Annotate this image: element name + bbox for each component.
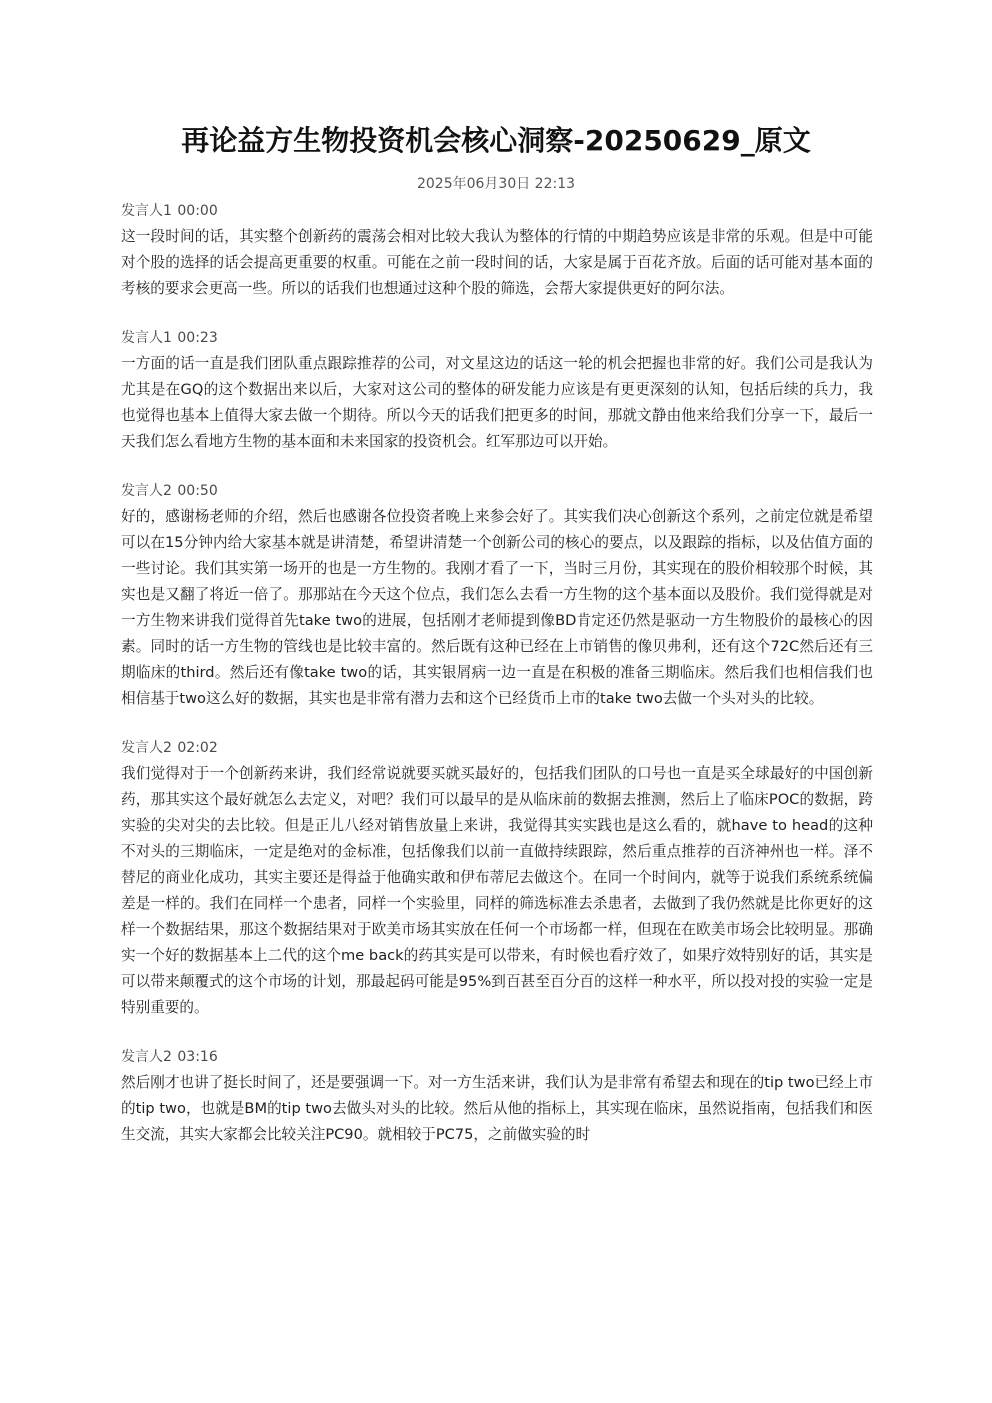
segment-text: 然后刚才也讲了挺长时间了，还是要强调一下。对一方生活来讲，我们认为是非常有希望去和现在的tip two已经上市的tip two，也就是BM的tip two去做头对头的比较。然后从他的指标上，其实现在临床，虽然说指南，包括我们和医生交流，其实大家都会比较关注PC90。就相较于PC75，之前做实验的时 (121, 1074, 873, 1143)
transcript-body (121, 198, 873, 1171)
speaker-name: 发言人1 (121, 203, 172, 219)
speaker-name: 发言人2 (121, 483, 172, 499)
speaker-timestamp: 02:02 (177, 740, 218, 756)
speaker-name: 发言人1 (121, 330, 172, 346)
speaker-timestamp: 03:16 (177, 1049, 218, 1065)
speaker-name: 发言人2 (121, 1049, 172, 1065)
transcript-segment (121, 735, 873, 1021)
document-title: 再论益方生物投资机会核心洞察-20250629_原文 (181, 124, 811, 157)
speaker-timestamp: 00:50 (177, 483, 218, 499)
transcript-segment (121, 198, 873, 302)
speaker-line (121, 478, 873, 504)
transcript-segment (121, 1044, 873, 1148)
segment-text: 这一段时间的话，其实整个创新药的震荡会相对比较大我认为整体的行情的中期趋势应该是非常的乐观。但是中可能对个股的选择的话会提高更重要的权重。可能在之前一段时间的话，大家是属于百花齐放。后面的话可能对基本面的考核的要求会更高一些。所以的话我们也想通过这种个股的筛选，会帮大家提供更好的阿尔法。 (121, 228, 873, 297)
segment-text: 好的，感谢杨老师的介绍，然后也感谢各位投资者晚上来参会好了。其实我们决心创新这个系列，之前定位就是希望可以在15分钟内给大家基本就是讲清楚，希望讲清楚一个创新公司的核心的要点，以及跟踪的指标，以及估值方面的一些讨论。我们其实第一场开的也是一方生物的。我刚才看了一下，当时三月份，其实现在的股价相较那个时候，其实也是又翻了将近一倍了。那那站在今天这个位点，我们怎么去看一方生物的这个基本面以及股价。我们觉得就是对一方生物来讲我们觉得首先take two的进展，包括刚才老师提到像BD肯定还仍然是驱动一方生物股价的最核心的因素。同时的话一方生物的管线也是比较丰富的。然后既有这种已经在上市销售的像贝弗利，还有这个72C然后还有三期临床的third。然后还有像take two的话，其实银屑病一边一直是在积极的准备三期临床。然后我们也相信我们也相信基于two这么好的数据，其实也是非常有潜力去和这个已经货币上市的take two去做一个头对头的比较。 (121, 508, 873, 707)
speaker-name: 发言人2 (121, 740, 172, 756)
segment-text: 我们觉得对于一个创新药来讲，我们经常说就要买就买最好的，包括我们团队的口号也一直是买全球最好的中国创新药，那其实这个最好就怎么去定义，对吧？我们可以最早的是从临床前的数据去推测，然后上了临床POC的数据，跨实验的尖对尖的去比较。但是正儿八经对销售放量上来讲，我觉得其实实践也是这么看的，就have to head的这种不对头的三期临床，一定是绝对的金标准，包括像我们以前一直做持续跟踪，然后重点推荐的百济神州也一样。泽不替尼的商业化成功，其实主要还是得益于他确实敢和伊布蒂尼去做这个。在同一个时间内，就等于说我们系统系统偏差是一样的。我们在同样一个患者，同样一个实验里，同样的筛选标准去杀患者，去做到了我仍然就是比你更好的这样一个数据结果，那这个数据结果对于欧美市场其实放在任何一个市场都一样，但现在在欧美市场会比较明显。那确实一个好的数据基本上二代的这个me back的药其实是可以带来，有时候也看疗效了，如果疗效特别好的话，其实是可以带来颠覆式的这个市场的计划，那最起码可能是95%到百甚至百分百的这样一种水平，所以投对投的实验一定是特别重要的。 (121, 765, 873, 1016)
speaker-line (121, 1044, 873, 1070)
speaker-line (121, 325, 873, 351)
speaker-line (121, 735, 873, 761)
document-date: 2025年06月30日 22:13 (416, 176, 576, 192)
speaker-timestamp: 00:00 (177, 203, 218, 219)
segment-text: 一方面的话一直是我们团队重点跟踪推荐的公司，对文星这边的话这一轮的机会把握也非常的好。我们公司是我认为尤其是在GQ的这个数据出来以后，大家对这公司的整体的研发能力应该是有更更深刻的认知，包括后续的兵力，我也觉得也基本上值得大家去做一个期待。所以今天的话我们把更多的时间，那就文静由他来给我们分享一下，最后一天我们怎么看地方生物的基本面和未来国家的投资机会。红军那边可以开始。 (121, 355, 873, 450)
transcript-segment (121, 325, 873, 455)
transcript-segment (121, 478, 873, 712)
speaker-timestamp: 00:23 (177, 330, 218, 346)
speaker-line (121, 198, 873, 224)
